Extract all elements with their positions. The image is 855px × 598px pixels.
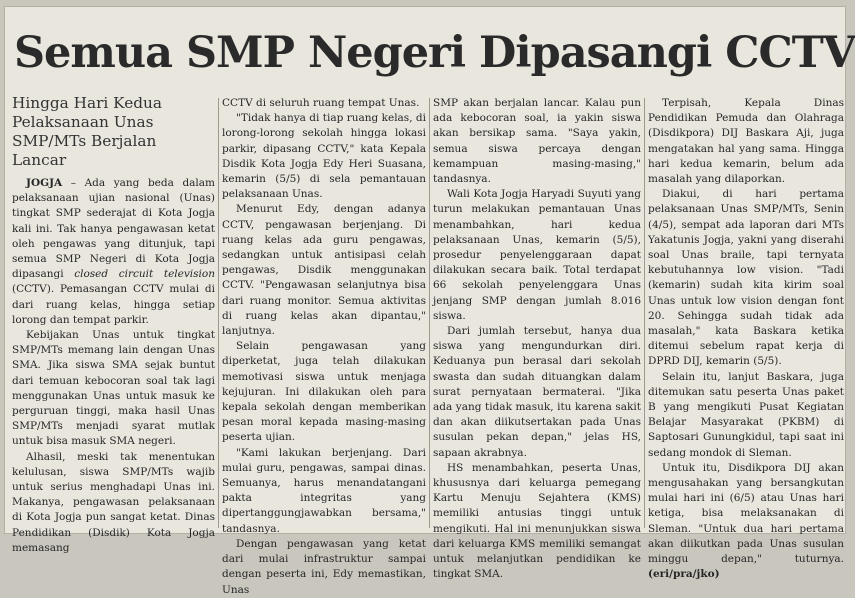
column-4: [648, 96, 844, 583]
dateline: JOGJA: [26, 177, 63, 189]
paragraph: SMP akan berjalan lancar. Kalau pun ada kebocoran soal, ia yakin siswa akan bersikap sama. "Saya yakin, semua siswa percaya dengan kemampuan masing-masing," tandasnya.: [433, 97, 641, 186]
paragraph: Alhasil, meski tak menentukan kelulusan, siswa SMP/MTs wajib untuk serius menghadapi Unas ini. Makanya, pengawasan pelaksanaan di Kota Jogja pun sangat ketat. Dinas Pendidikan (Disdik) Kota Jogja memasang: [12, 450, 215, 554]
column-2: [222, 96, 426, 598]
closing-text: Untuk itu, Disdikpora DIJ akan mengusahakan yang bersangkutan mulai hari ini (6/5) atau Unas hari ketiga, bisa melaksanakan di Sleman. "Untuk dua hari pertama akan diikutkan pada Unas susulan minggu depan," tuturnya.: [648, 461, 844, 566]
paragraph: Selain itu, lanjut Baskara, juga ditemukan satu peserta Unas paket B yang mengikuti Pusat Kegiatan Belajar Masyarakat (PKBM) di Saptosari Gunungkidul, tapi saat ini sedang mondok di Sleman.: [648, 370, 844, 459]
column-rule: [218, 98, 219, 528]
closing-paragraph: [648, 461, 844, 583]
paragraph: Wali Kota Jogja Haryadi Suyuti yang turun melakukan pemantauan Unas menambahkan, hari kedua pelaksanaan Unas, kemarin (5/5), prosedur penyelenggaraan dapat dilakukan secara baik. Total terdapat 66 sekolah penyelenggara Unas jenjang SMP dengan jumlah 8.016 siswa.: [433, 188, 641, 322]
paragraph: Diakui, di hari pertama pelaksanaan Unas SMP/MTs, Senin (4/5), sempat ada laporan dari MTs Yakatunis Jogja, yakni yang diserahi soal Unas braile, tapi ternyata kebutuhannya low vision. "Tadi (kemarin) sudah kita kirim soal Unas untuk low vision dengan font 20. Sehingga sudah tidak ada masalah," kata Baskara ketika ditemui sebelum rapat kerja di DPRD DIJ, kemarin (5/5).: [648, 188, 844, 368]
subheadline: Hingga Hari Kedua Pelaksanaan Unas SMP/MTs Berjalan Lancar: [12, 94, 163, 169]
headline: Semua SMP Negeri Dipasangi CCTV: [14, 28, 855, 78]
lede-italic-term: closed circuit television: [74, 268, 215, 281]
lede-text: – Ada yang beda dalam pelaksanaan ujian nasional (Unas) tingkat SMP sederajat di Kota Jogja kali ini. Tak hanya pengawasan ketat oleh pengawas yang ditunjuk, tapi semua SMP Negeri di Kota Jogja dipasangi: [12, 177, 215, 281]
byline: (eri/pra/jko): [648, 568, 720, 581]
column-rule: [429, 98, 430, 528]
column-3: [433, 96, 641, 583]
paragraph: "Kami lakukan berjenjang. Dari mulai guru, pengawas, sampai dinas. Semuanya, harus menandatangani pakta integritas yang dipertanggungjawabkan bersama," tandasnya.: [222, 446, 426, 535]
column-rule: [644, 98, 645, 528]
paragraph: Kebijakan Unas untuk tingkat SMP/MTs memang lain dengan Unas SMA. Jika siswa SMA sejak buntut dari temuan kebocoran soal tak lagi menggunakan Unas untuk masuk ke perguruan tinggi, maka hasil Unas SMP/MTs menjadi syarat mutlak untuk bisa masuk SMA negeri.: [12, 329, 215, 448]
lede-text-end: (CCTV). Pemasangan CCTV mulai di dari ruang kelas, hingga setiap lorong dan tempat parkir.: [12, 283, 215, 326]
newspaper-clipping: [4, 6, 855, 596]
paragraph: "Tidak hanya di tiap ruang kelas, di lorong-lorong sekolah hingga lokasi parkir, dipasang CCTV," kata Kepala Disdik Kota Jogja Edy Heri Suasana, kemarin (5/5) di sela pemantauan pelaksanaan Unas.: [222, 112, 426, 201]
paragraph: CCTV di seluruh ruang tempat Unas.: [222, 97, 420, 109]
paragraph: Terpisah, Kepala Dinas Pendidikan Pemuda dan Olahraga (Disdikpora) DIJ Baskara Aji, juga mengatakan hal yang sama. Hingga hari kedua kemarin, belum ada masalah yang dilaporkan.: [648, 97, 844, 186]
paragraph: Dengan pengawasan yang ketat dari mulai infrastruktur sampai dengan peserta ini, Edy memastikan, Unas: [222, 537, 426, 596]
paragraph: Selain pengawasan yang diperketat, juga telah dilakukan memotivasi siswa untuk menjaga kejujuran. Ini dilakukan oleh para kepala sekolah dengan memberikan pesan moral kepada masing-masing peserta ujian.: [222, 340, 426, 444]
paragraph: Dari jumlah tersebut, hanya dua siswa yang mengundurkan diri. Keduanya pun berasal dari sekolah swasta dan sudah dituangkan dalam surat pernyataan bermaterai. "Jika ada yang tidak masuk, itu karena sakit dan akan diikutsertakan pada Unas susulan pekan depan," jelas HS, sapaan akrabnya.: [433, 325, 641, 459]
paragraph: HS menambahkan, peserta Unas, khususnya dari keluarga pemegang Kartu Menuju Sejahtera (KMS) memiliki antusias tinggi untuk mengikuti. Hal ini menunjukkan siswa dari keluarga KMS memiliki semangat untuk melanjutkan pendidikan ke tingkat SMA.: [433, 461, 641, 581]
paragraph: Menurut Edy, dengan adanya CCTV, pengawasan berjenjang. Di ruang kelas ada guru pengawas, sedangkan untuk antisipasi celah pengawas, Disdik menggunakan CCTV. "Pengawasan selanjutnya bisa dari ruang monitor. Semua aktivitas di ruang kelas akan dipantau," lanjutnya.: [222, 203, 426, 338]
column-1: [12, 94, 215, 556]
lede-paragraph: [12, 176, 215, 328]
